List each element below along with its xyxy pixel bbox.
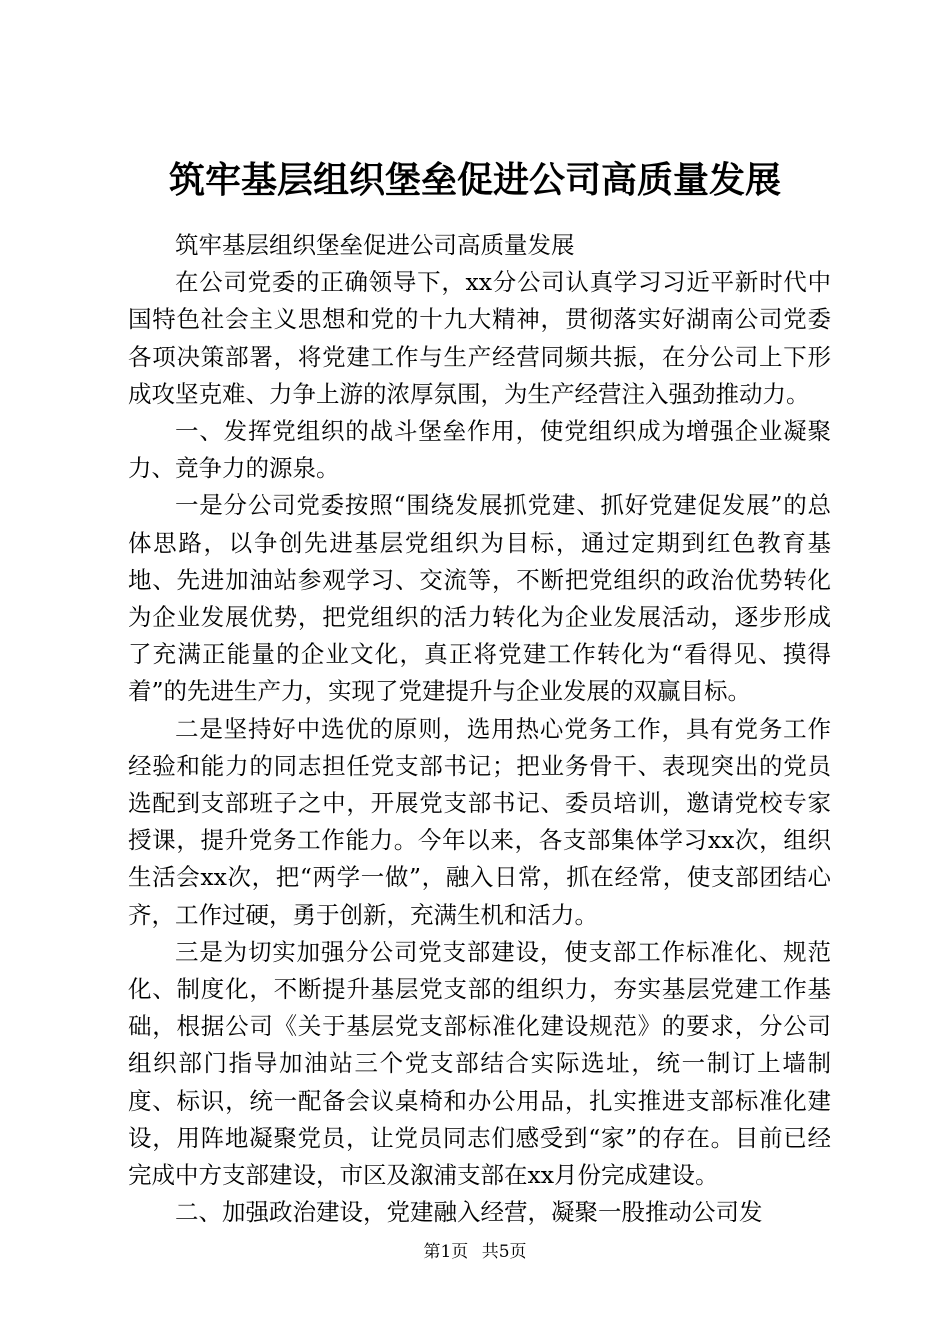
paragraph-point-3: 三是为切实加强分公司党支部建设，使支部工作标准化、规范化、制度化，不断提升基层党支部的组织力，夯实基层党建工作基础，根据公司《关于基层党支部标准化建设规范》的要求，分公司组织部门指导加油站三个党支部结合实际选址，统一制订上墙制度、标识，统一配备会议桌椅和办公用品，扎实推进支部标准化建设，用阵地凝聚党员，让党员同志们感受到“家”的存在。目前已经完成中方支部建设，市区及溆浦支部在xx月份完成建设。 — [128, 937, 831, 1190]
document-body — [128, 227, 831, 1231]
page-number: 第1页 — [423, 1242, 469, 1262]
page-footer — [0, 1238, 950, 1266]
page-total: 共5页 — [481, 1242, 527, 1262]
document-title: 筑牢基层组织堡垒促进公司高质量发展 — [168, 159, 781, 201]
paragraph-section-1-heading: 一、发挥党组织的战斗堡垒作用，使党组织成为增强企业凝聚力、竞争力的源泉。 — [128, 417, 831, 483]
paragraph-point-2: 二是坚持好中选优的原则，选用热心党务工作，具有党务工作经验和能力的同志担任党支部书记；把业务骨干、表现突出的党员选配到支部班子之中，开展党支部书记、委员培训，邀请党校专家授课，提升党务工作能力。今年以来，各支部集体学习xx次，组织生活会xx次，把“两学一做”，融入日常，抓在经常，使支部团结心齐，工作过硬，勇于创新，充满生机和活力。 — [128, 714, 831, 929]
paragraph-intro: 在公司党委的正确领导下，xx分公司认真学习习近平新时代中国特色社会主义思想和党的十九大精神，贯彻落实好湖南公司党委各项决策部署，将党建工作与生产经营同频共振，在分公司上下形成攻坚克难、力争上游的浓厚氛围，为生产经营注入强劲推动力。 — [128, 268, 831, 408]
paragraph-subtitle: 筑牢基层组织堡垒促进公司高质量发展 — [175, 231, 575, 259]
paragraph-section-2-heading: 二、加强政治建设，党建融入经营，凝聚一股推动公司发 — [175, 1198, 763, 1227]
paragraph-point-1: 一是分公司党委按照“围绕发展抓党建、抓好党建促发展”的总体思路，以争创先进基层党组织为目标，通过定期到红色教育基地、先进加油站参观学习、交流等，不断把党组织的政治优势转化为企业发展优势，把党组织的活力转化为企业发展活动，逐步形成了充满正能量的企业文化，真正将党建工作转化为“看得见、摸得着”的先进生产力，实现了党建提升与企业发展的双赢目标。 — [128, 491, 831, 706]
